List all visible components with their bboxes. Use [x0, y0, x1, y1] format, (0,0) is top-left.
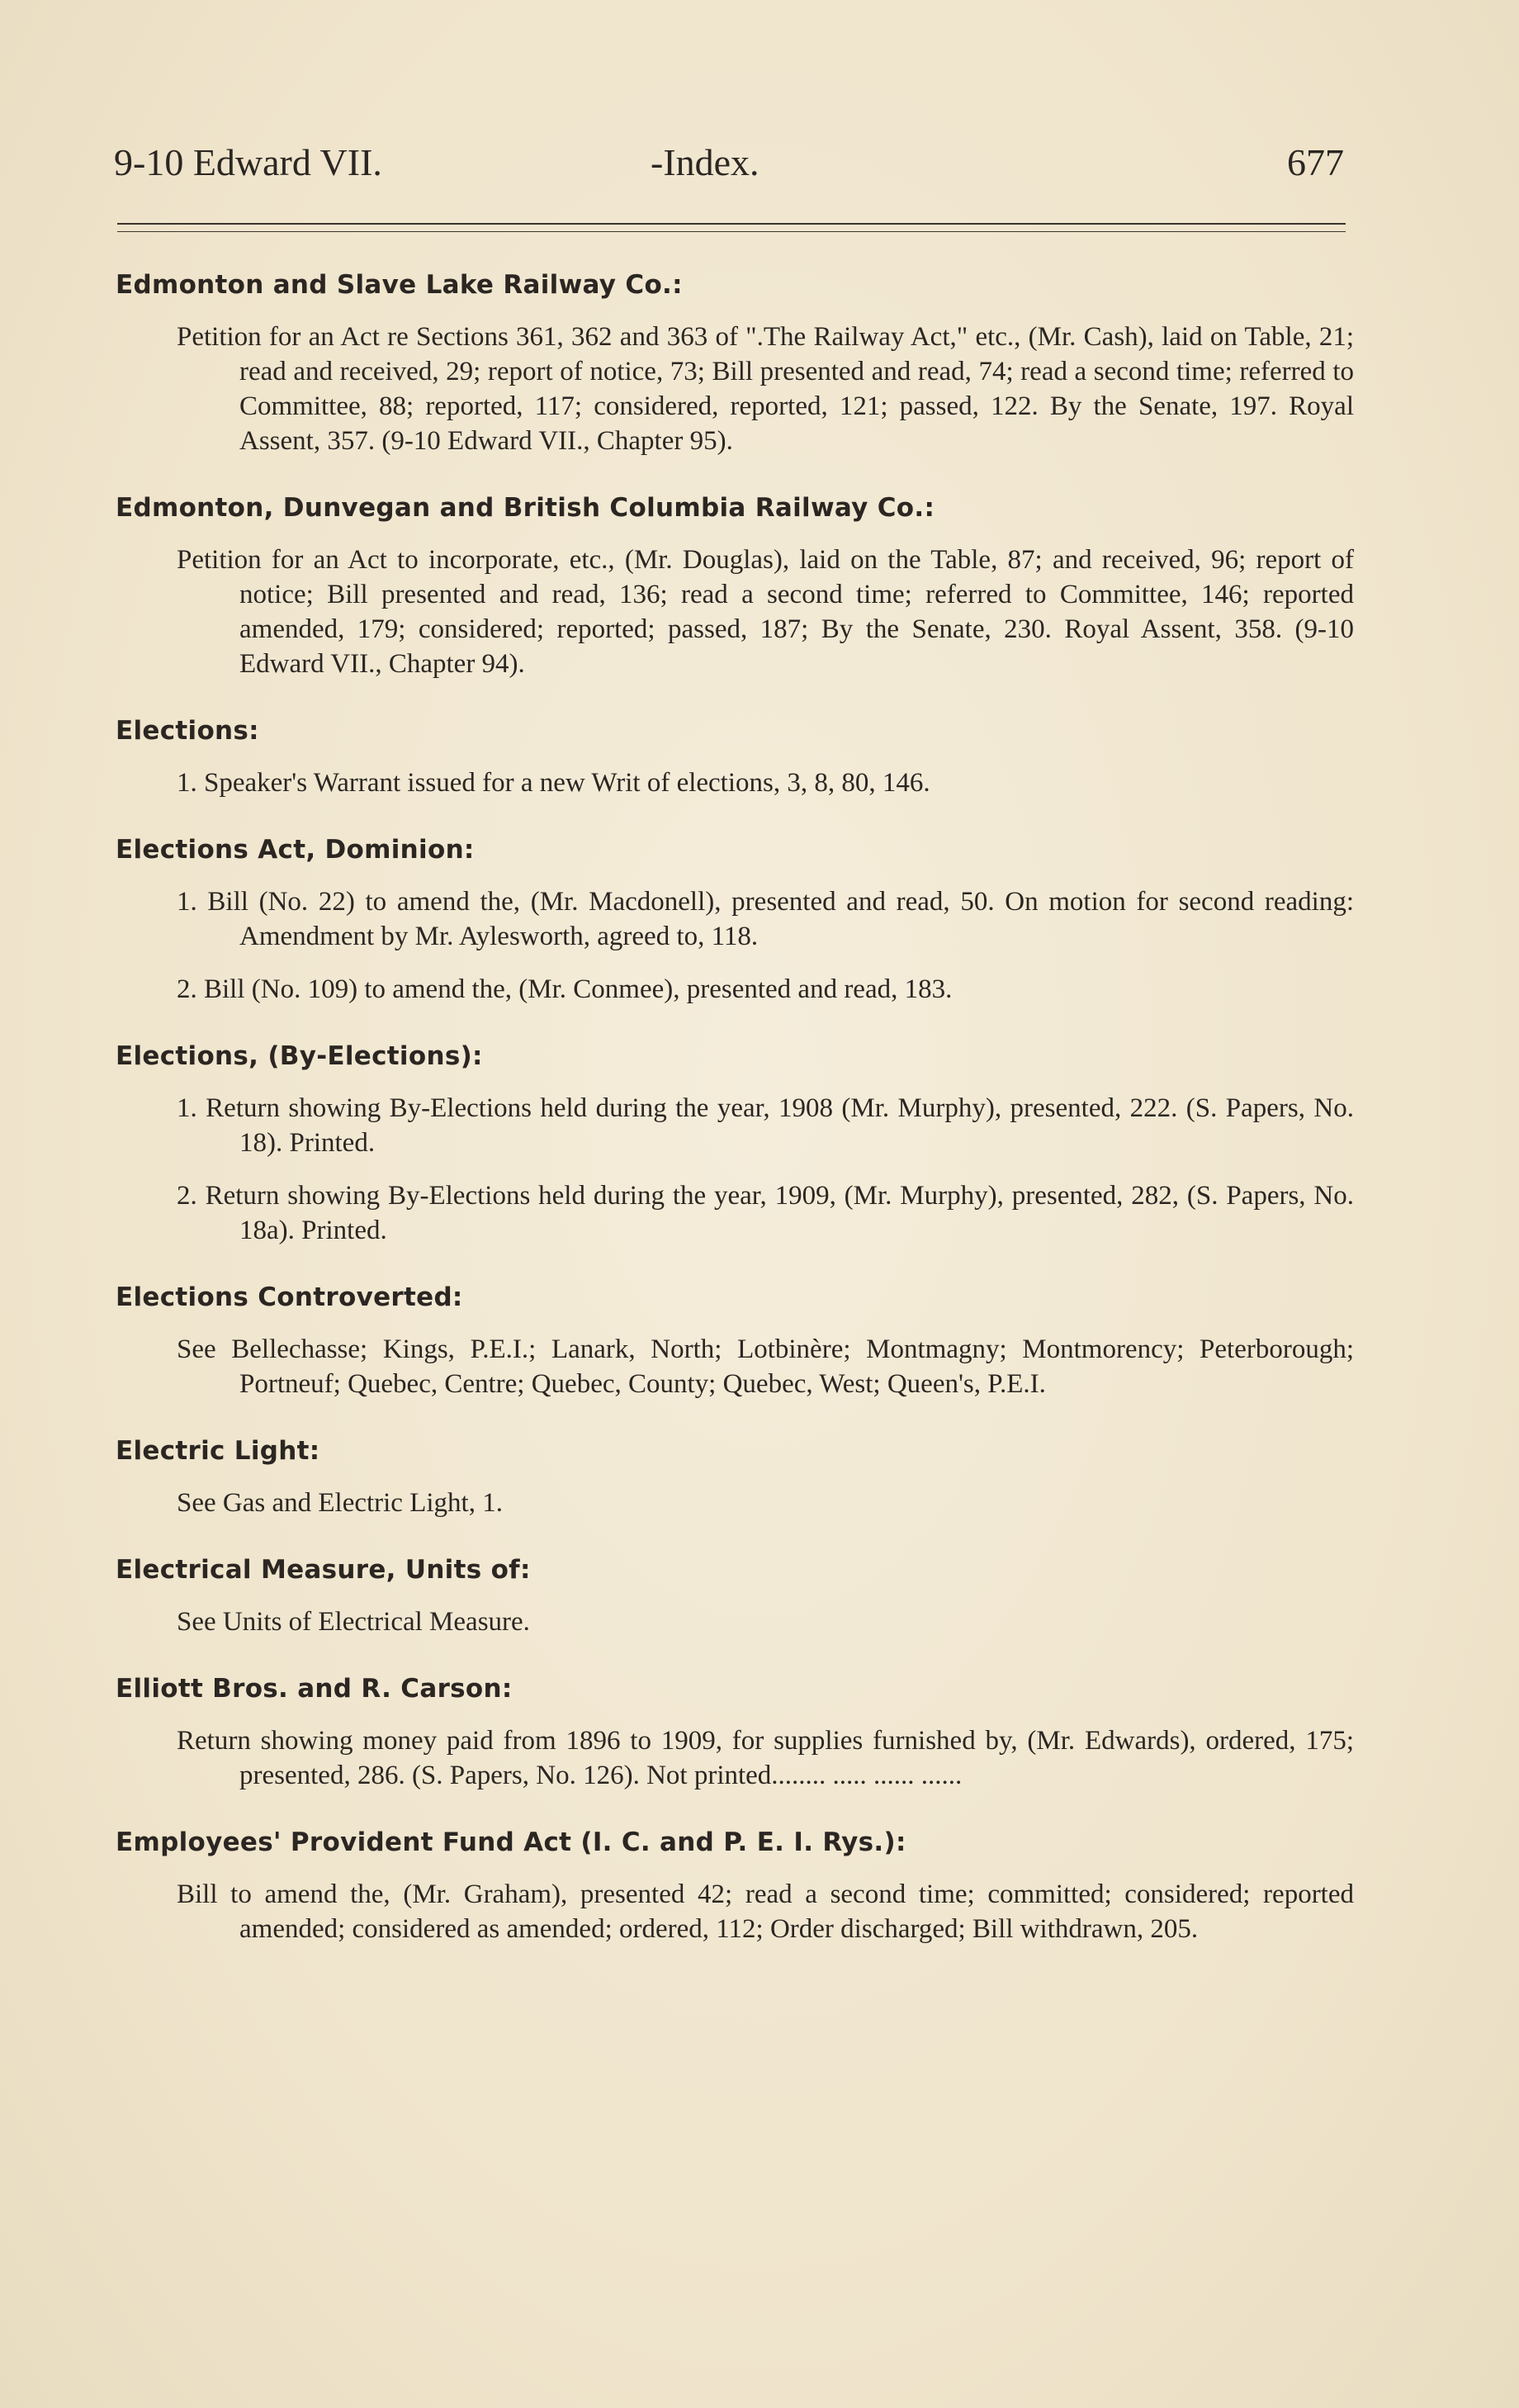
entry-item: 2. Bill (No. 109) to amend the, (Mr. Conmee), presented and read, 183. — [177, 974, 953, 1004]
entry-item: 2. Return showing By-Elections held during the year, 1909, (Mr. Murphy), presented, 282, (S. Papers, No. 18a). Printed. — [177, 1181, 1354, 1245]
index-entry — [116, 833, 1354, 1007]
entry-item: Bill to amend the, (Mr. Graham), presented 42; read a second time; committed; considered; reported amended; considered as amended; ordered, 112; Order discharged; Bill withdrawn, 205. — [177, 1879, 1354, 1944]
entry-item: 1. Bill (No. 22) to amend the, (Mr. Macdonell), presented and read, 50. On motion for second reading: Amendment by Mr. Aylesworth, agreed to, 118. — [177, 887, 1354, 951]
entry-heading: Elections, (By-Elections): — [116, 1041, 483, 1071]
header-title: -Index. — [651, 141, 760, 183]
index-entry — [116, 1040, 1354, 1248]
index-entry — [116, 1672, 1354, 1793]
index-content — [116, 268, 1354, 1979]
entry-item: Petition for an Act to incorporate, etc., (Mr. Douglas), laid on the Table, 87; and received, 96; report of notice; Bill presented and read, 136; read a second time; referred to Committee, 146; reported amended, 179; considered; reported; passed, 187; By the Senate, 230. Royal Assent, 358. (9-10 Edward VII., Chapter 94). — [177, 545, 1354, 679]
entry-item: See Units of Electrical Measure. — [177, 1607, 530, 1637]
entry-item: Return showing money paid from 1896 to 1909, for supplies furnished by, (Mr. Edwards), ordered, 175; presented, 286. (S. Papers, No. 126). Not printed........ ..... ...... ...... — [177, 1726, 1354, 1790]
header-rule-top — [117, 223, 1346, 225]
entry-item: Petition for an Act re Sections 361, 362 and 363 of ".The Railway Act," etc., (Mr. Cash), laid on Table, 21; read and received, 29; report of notice, 73; Bill presented and read, 74; read a second time; referred to Committee, 88; reported, 117; considered, reported, 121; passed, 122. By the Senate, 197. Royal Assent, 357. (9-10 Edward VII., Chapter 95). — [177, 322, 1354, 456]
header-session: 9-10 Edward VII. — [114, 141, 382, 183]
entry-heading: Electrical Measure, Units of: — [116, 1555, 531, 1585]
entry-heading: Elections Controverted: — [116, 1282, 463, 1312]
entry-heading: Edmonton, Dunvegan and British Columbia Railway Co.: — [116, 493, 935, 523]
header-rule-bottom — [117, 231, 1346, 232]
page-header — [114, 140, 1344, 190]
index-entry — [116, 1826, 1354, 1946]
index-entry — [116, 1434, 1354, 1520]
entry-item: See Bellechasse; Kings, P.E.I.; Lanark, North; Lotbinère; Montmagny; Montmorency; Peterborough; Portneuf; Quebec, Centre; Quebec, County; Quebec, West; Queen's, P.E.I. — [177, 1334, 1354, 1399]
index-entry — [116, 491, 1354, 681]
entry-heading: Employees' Provident Fund Act (I. C. and P. E. I. Rys.): — [116, 1827, 906, 1857]
entry-heading: Elections: — [116, 716, 259, 746]
entry-heading: Edmonton and Slave Lake Railway Co.: — [116, 270, 683, 300]
entry-item: 1. Return showing By-Elections held during the year, 1908 (Mr. Murphy), presented, 222. (S. Papers, No. 18). Printed. — [177, 1093, 1354, 1158]
page-number: 677 — [1287, 141, 1344, 183]
entry-heading: Elections Act, Dominion: — [116, 835, 475, 865]
index-entry — [116, 714, 1354, 800]
index-entry — [116, 1553, 1354, 1639]
entry-heading: Electric Light: — [116, 1436, 320, 1466]
index-entry — [116, 1281, 1354, 1401]
entry-item: 1. Speaker's Warrant issued for a new Writ of elections, 3, 8, 80, 146. — [177, 768, 930, 798]
entry-heading: Elliott Bros. and R. Carson: — [116, 1674, 513, 1704]
entry-item: See Gas and Electric Light, 1. — [177, 1488, 503, 1518]
index-entry — [116, 268, 1354, 458]
